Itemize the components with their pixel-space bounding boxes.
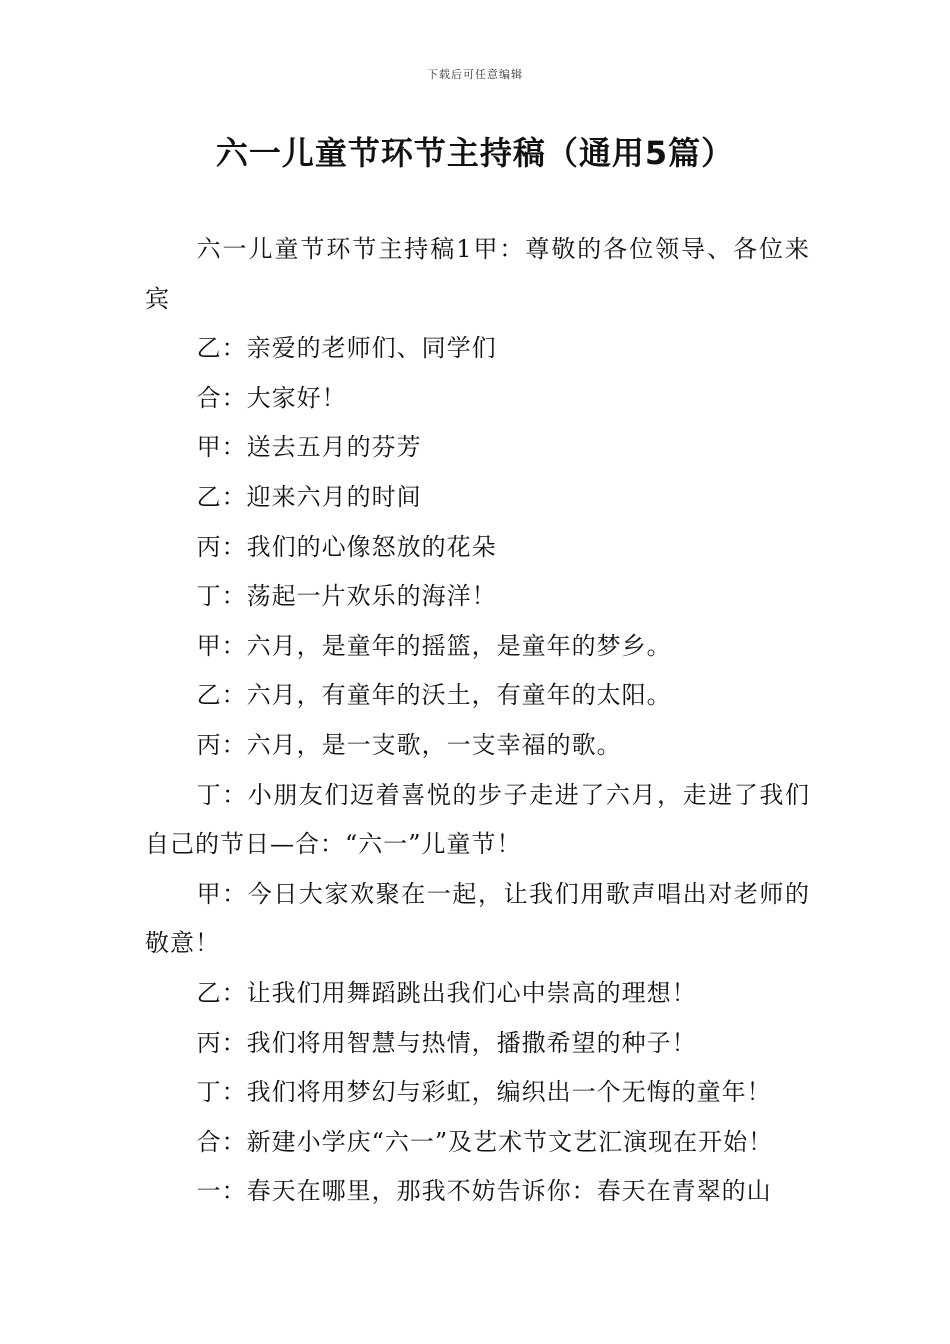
paragraph: 丁：小朋友们迈着喜悦的步子走进了六月，走进了我们自己的节日—合：“六一”儿童节！ [145,780,810,859]
document-title: 六一儿童节环节主持稿（通用5篇） [215,134,735,172]
paragraph: 丙：我们的心像怒放的花朵 [196,532,497,561]
paragraph: 甲：今日大家欢聚在一起，让我们用歌声唱出对老师的敬意！ [145,879,810,958]
paragraph: 丙：我们将用智慧与热情，播撒希望的种子！ [196,1028,697,1057]
paragraph: 丁：我们将用梦幻与彩虹，编织出一个无悔的童年！ [196,1078,772,1107]
paragraph: 乙：六月，有童年的沃土，有童年的太阳。 [196,681,672,710]
paragraph: 乙：让我们用舞蹈跳出我们心中崇高的理想！ [196,978,697,1007]
paragraph: 乙：亲爱的老师们、同学们 [196,334,497,363]
paragraph: 六一儿童节环节主持稿1甲：尊敬的各位领导、各位来宾 [145,235,810,313]
paragraph: 甲：六月，是童年的摇篮，是童年的梦乡。 [196,631,672,660]
paragraph: 丙：六月，是一支歌，一支幸福的歌。 [196,730,622,759]
paragraph: 甲：送去五月的芬芳 [196,433,422,462]
paragraph: 丁：荡起一片欢乐的海洋！ [196,582,497,611]
paragraph: 合：大家好！ [196,383,347,412]
header-note: 下载后可任意编辑 [427,68,523,81]
paragraph: 乙：迎来六月的时间 [196,482,422,511]
paragraph: 一：春天在哪里，那我不妨告诉你：春天在青翠的山 [196,1177,772,1206]
paragraph: 合：新建小学庆“六一”及艺术节文艺汇演现在开始！ [196,1127,774,1156]
document-body [145,225,810,1217]
